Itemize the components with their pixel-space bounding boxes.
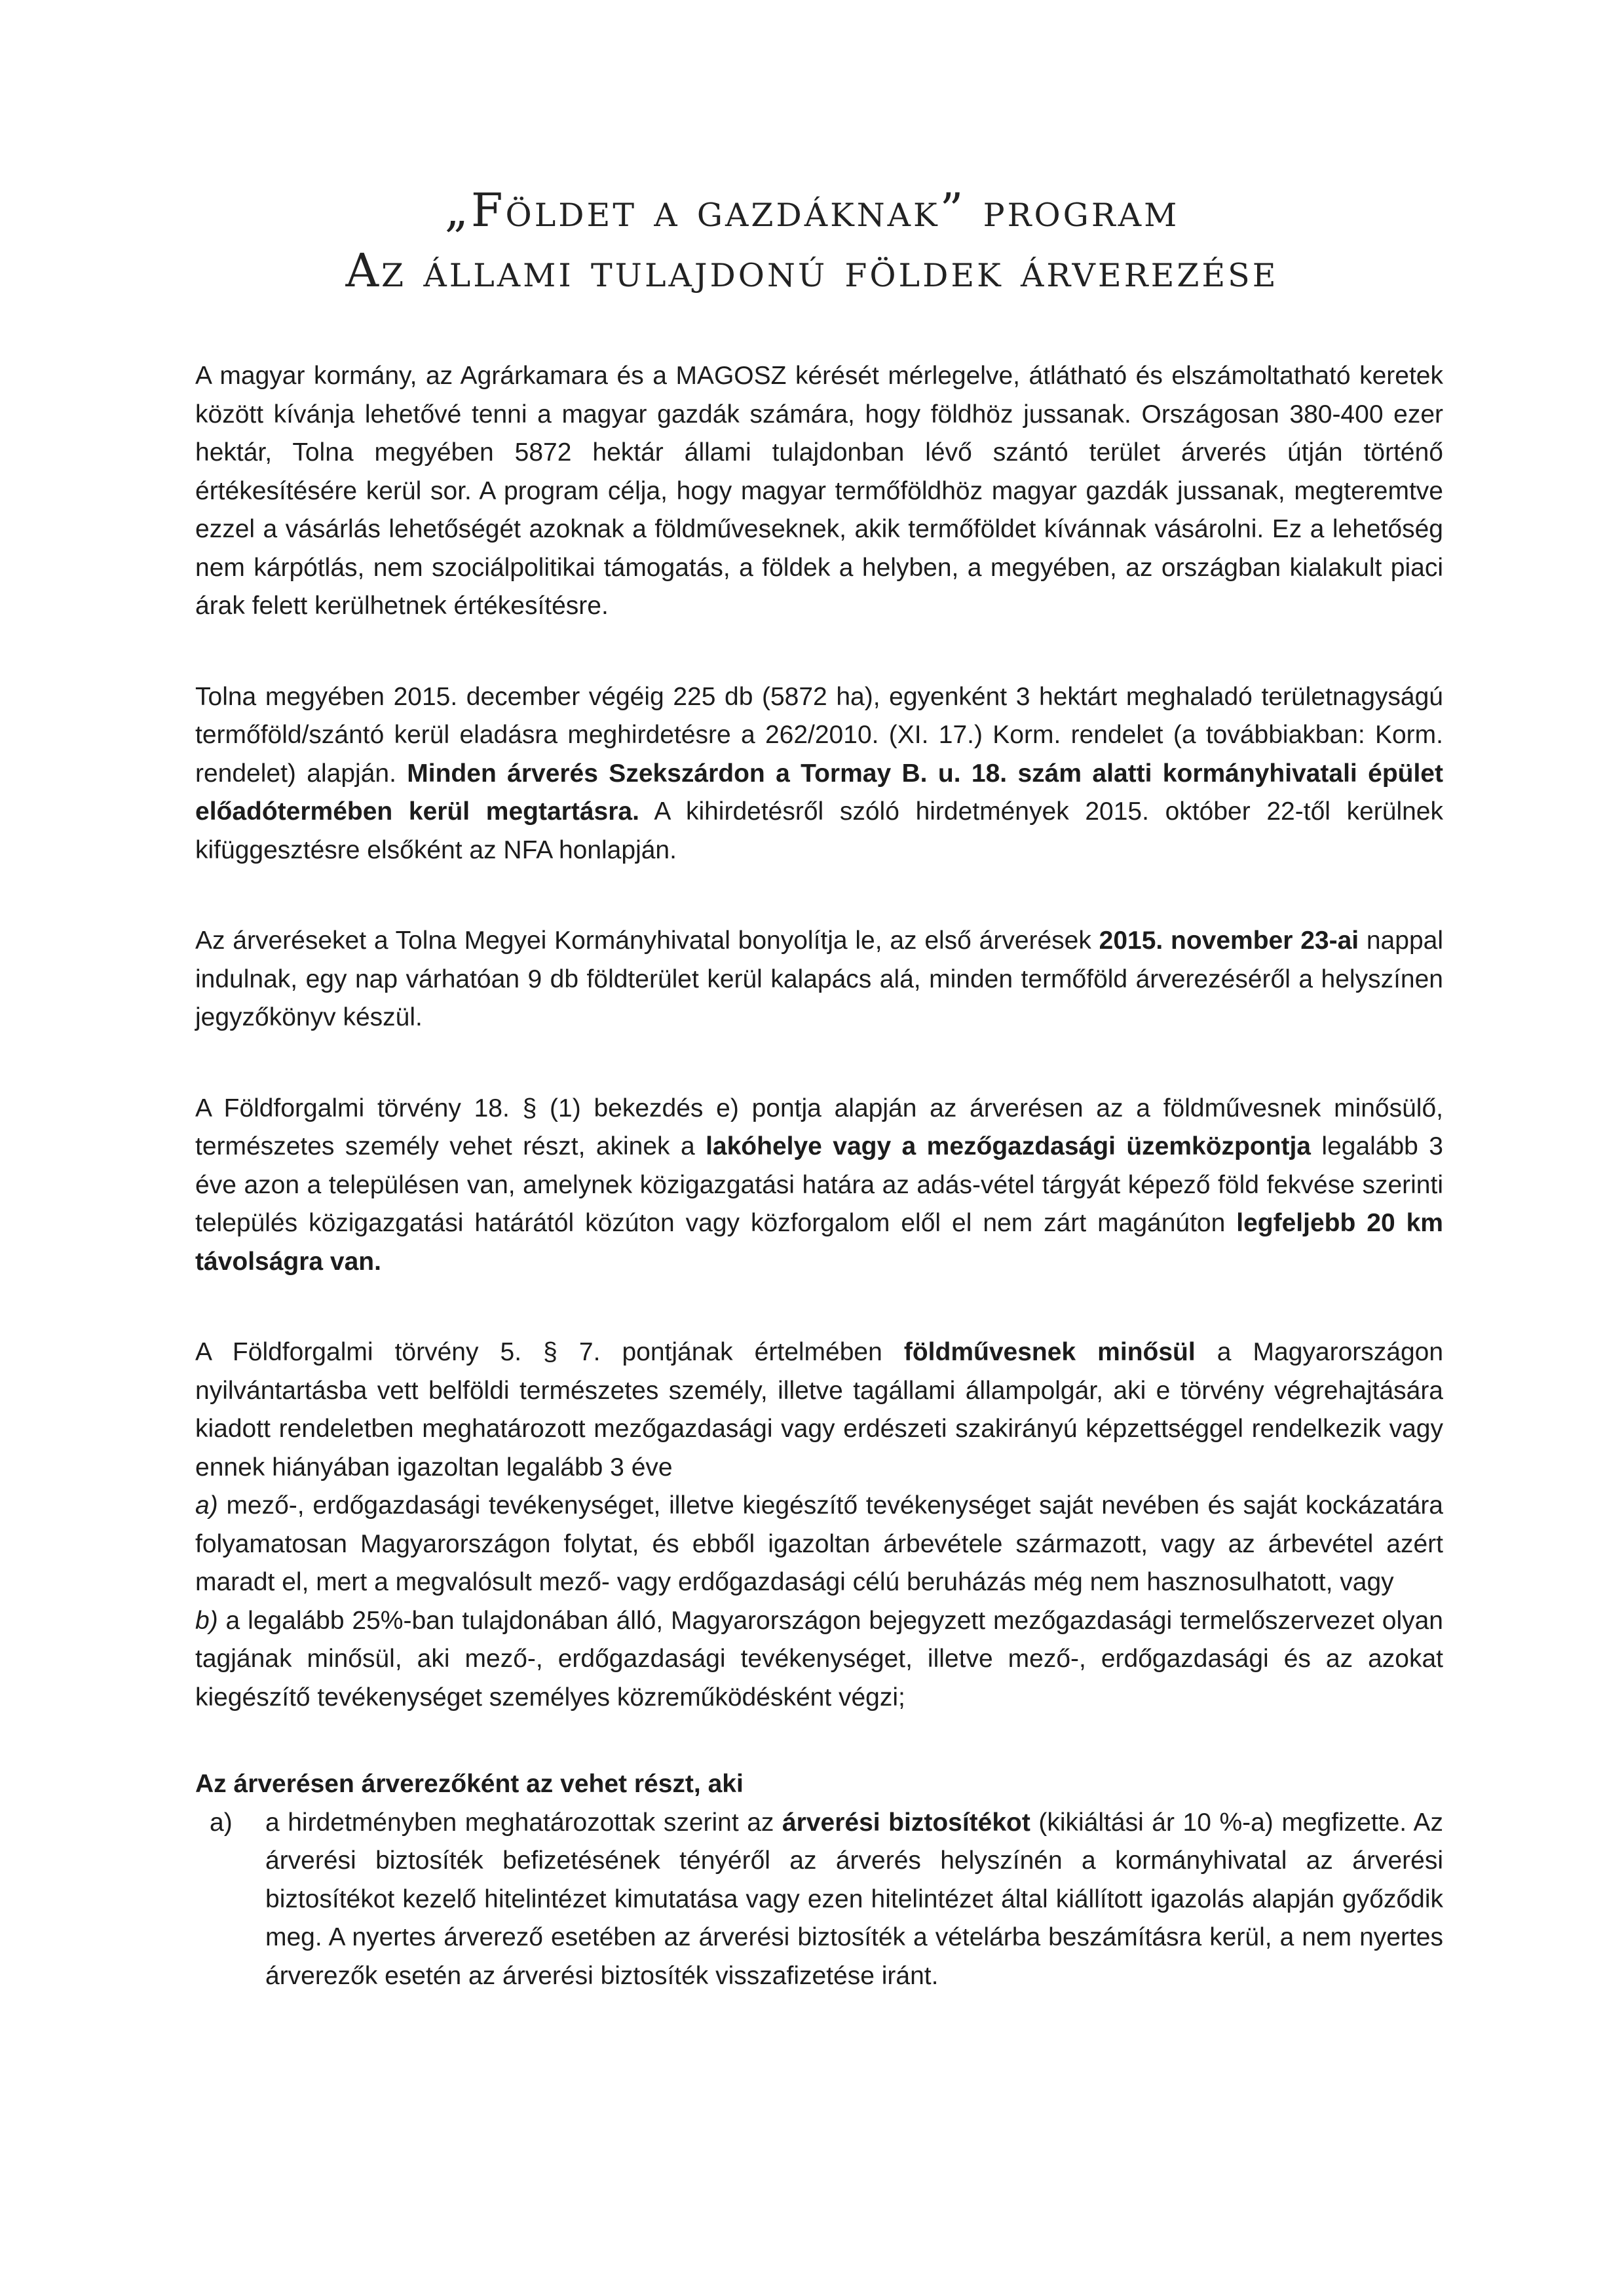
text-span: a hirdetményben meghatározottak szerint az	[265, 1808, 782, 1837]
paragraph-farmer-definition	[195, 1333, 1443, 1487]
farmer-definition-item-a	[195, 1487, 1443, 1602]
paragraph-first-auctions	[195, 922, 1443, 1037]
text-span: a legalább 25%-ban tulajdonában álló, Magyarországon bejegyzett mezőgazdasági termelőszervezet olyan tagjának minősül, aki mező-, erdőgazdasági tevékenységet, illetve mező-, erdőgazdasági és az azokat kiegészítő tevékenységet személyes közreműködésként végzi;	[195, 1606, 1443, 1712]
paragraph-program-intro: A magyar kormány, az Agrárkamara és a MAGOSZ kérését mérlegelve, átlátható és elszámoltatható keretek között kívánja lehetővé tenni a magyar gazdák számára, hogy földhöz jussanak. Országosan 380-400 ezer hektár, Tolna megyében 5872 hektár állami tulajdonban lévő szántó terület árverés útján történő értékesítésére kerül sor. A program célja, hogy magyar termőföldhöz magyar gazdák jussanak, megteremtve ezzel a vásárlás lehetőségét azoknak a földműveseknek, akik termőföldet kívánnak vásárolni. Ez a lehetőség nem kárpótlás, nem szociálpolitikai támogatás, a földek a helyben, a megyében, az országban kialakult piaci árak felett kerülhetnek értékesítésre.	[195, 362, 1443, 620]
farmer-definition-item-b	[195, 1602, 1443, 1717]
text-span: nappal indulnak, egy nap várhatóan 9 db földterület kerül kalapács alá, minden termőföld árverezéséről a helyszínen jegyzőkönyv készül.	[195, 927, 1443, 1031]
text-span: A Földforgalmi törvény 5. § 7. pontjának értelmében	[195, 1338, 904, 1366]
paragraph-tolna-auctions	[195, 678, 1443, 870]
text-span: Tolna megyében 2015. december végéig 225 db (5872 ha), egyenként 3 hektárt meghaladó területnagyságú termőföld/szántó kerül eladásra meghirdetésre a 262/2010. (XI. 17.) Korm. rendelet (a továbbiakban: Korm. rendelet) alapján.	[195, 682, 1443, 788]
bold-span: lakóhelye vagy a mezőgazdasági üzemközpontja	[706, 1132, 1311, 1160]
text-span: mező-, erdőgazdasági tevékenységet, illetve kiegészítő tevékenységet saját nevében és saját kockázatára folyamatosan Magyarországon folytat, és ebből igazoltan árbevétele származott, vagy az árbevétel azért maradt el, mert a megvalósult mező- vagy erdőgazdasági célú beruházás még nem hasznosulhatott, vagy	[195, 1491, 1443, 1596]
document-body	[195, 357, 1443, 1995]
bold-span: 2015. november 23-ai	[1099, 927, 1359, 955]
text-span: A Földforgalmi törvény 18. § (1) bekezdés e) pontja alapján az árverésen az a földművesnek minősülő, természetes személy vehet részt, akinek a	[195, 1094, 1443, 1160]
text-span: legalább 3 éve azon a településen van, amelynek közigazgatási határa az adás-vétel tárgyát képező föld fekvése szerinti település közigazgatási határától közúton vagy közforgalom elől el nem zárt magánúton	[195, 1132, 1443, 1237]
section-heading-bidders: Az árverésen árverezőként az vehet részt, aki	[195, 1770, 744, 1798]
document-title-line-1: „Földet a gazdáknak” program	[444, 183, 1180, 237]
bold-span: legfeljebb 20 km távolságra van.	[195, 1209, 1443, 1276]
text-span: (kikiáltási ár 10 %-a) megfizette. Az árverési biztosíték befizetésének tényéről az árverés helyszínén a kormányhivatal az árverési biztosítékot kezelő hitelintézet kimutatása vagy ezen hitelintézet által kiállított igazolás alapján győződik meg. A nyertes árverező esetében az árverési biztosíték a vételárba beszámításra kerül, a nem nyertes árverezők esetén az árverési biztosíték visszafizetése iránt.	[265, 1808, 1443, 1990]
paragraph-eligibility-residence	[195, 1090, 1443, 1282]
bold-span: árverési biztosítékot	[782, 1808, 1030, 1837]
bidder-condition-item-a	[195, 1804, 1443, 1996]
list-item-text	[265, 1804, 1443, 1996]
bold-span: Minden árverés Szekszárdon a Tormay B. u. 18. szám alatti kormányhivatali épület előadótermében kerül megtartásra.	[195, 759, 1443, 826]
list-marker: b)	[195, 1606, 218, 1635]
bold-span: földművesnek minősül	[903, 1338, 1196, 1366]
document-title-line-2: Az állami tulajdonú földek árverezése	[345, 244, 1279, 297]
list-marker: a)	[195, 1491, 218, 1520]
text-span: a Magyarországon nyilvántartásba vett belföldi természetes személy, illetve tagállami állampolgár, aki e törvény végrehajtására kiadott rendeletben meghatározott mezőgazdasági vagy erdészeti szakirányú képzettséggel rendelkezik vagy ennek hiányában igazoltan legalább 3 éve	[195, 1338, 1444, 1482]
list-marker: a)	[210, 1808, 233, 1837]
text-span: A kihirdetésről szóló hirdetmények 2015. október 22-től kerülnek kifüggesztésre elsőként az NFA honlapján.	[195, 797, 1443, 864]
text-span: Az árveréseket a Tolna Megyei Kormányhivatal bonyolítja le, az első árverések	[195, 927, 1099, 955]
